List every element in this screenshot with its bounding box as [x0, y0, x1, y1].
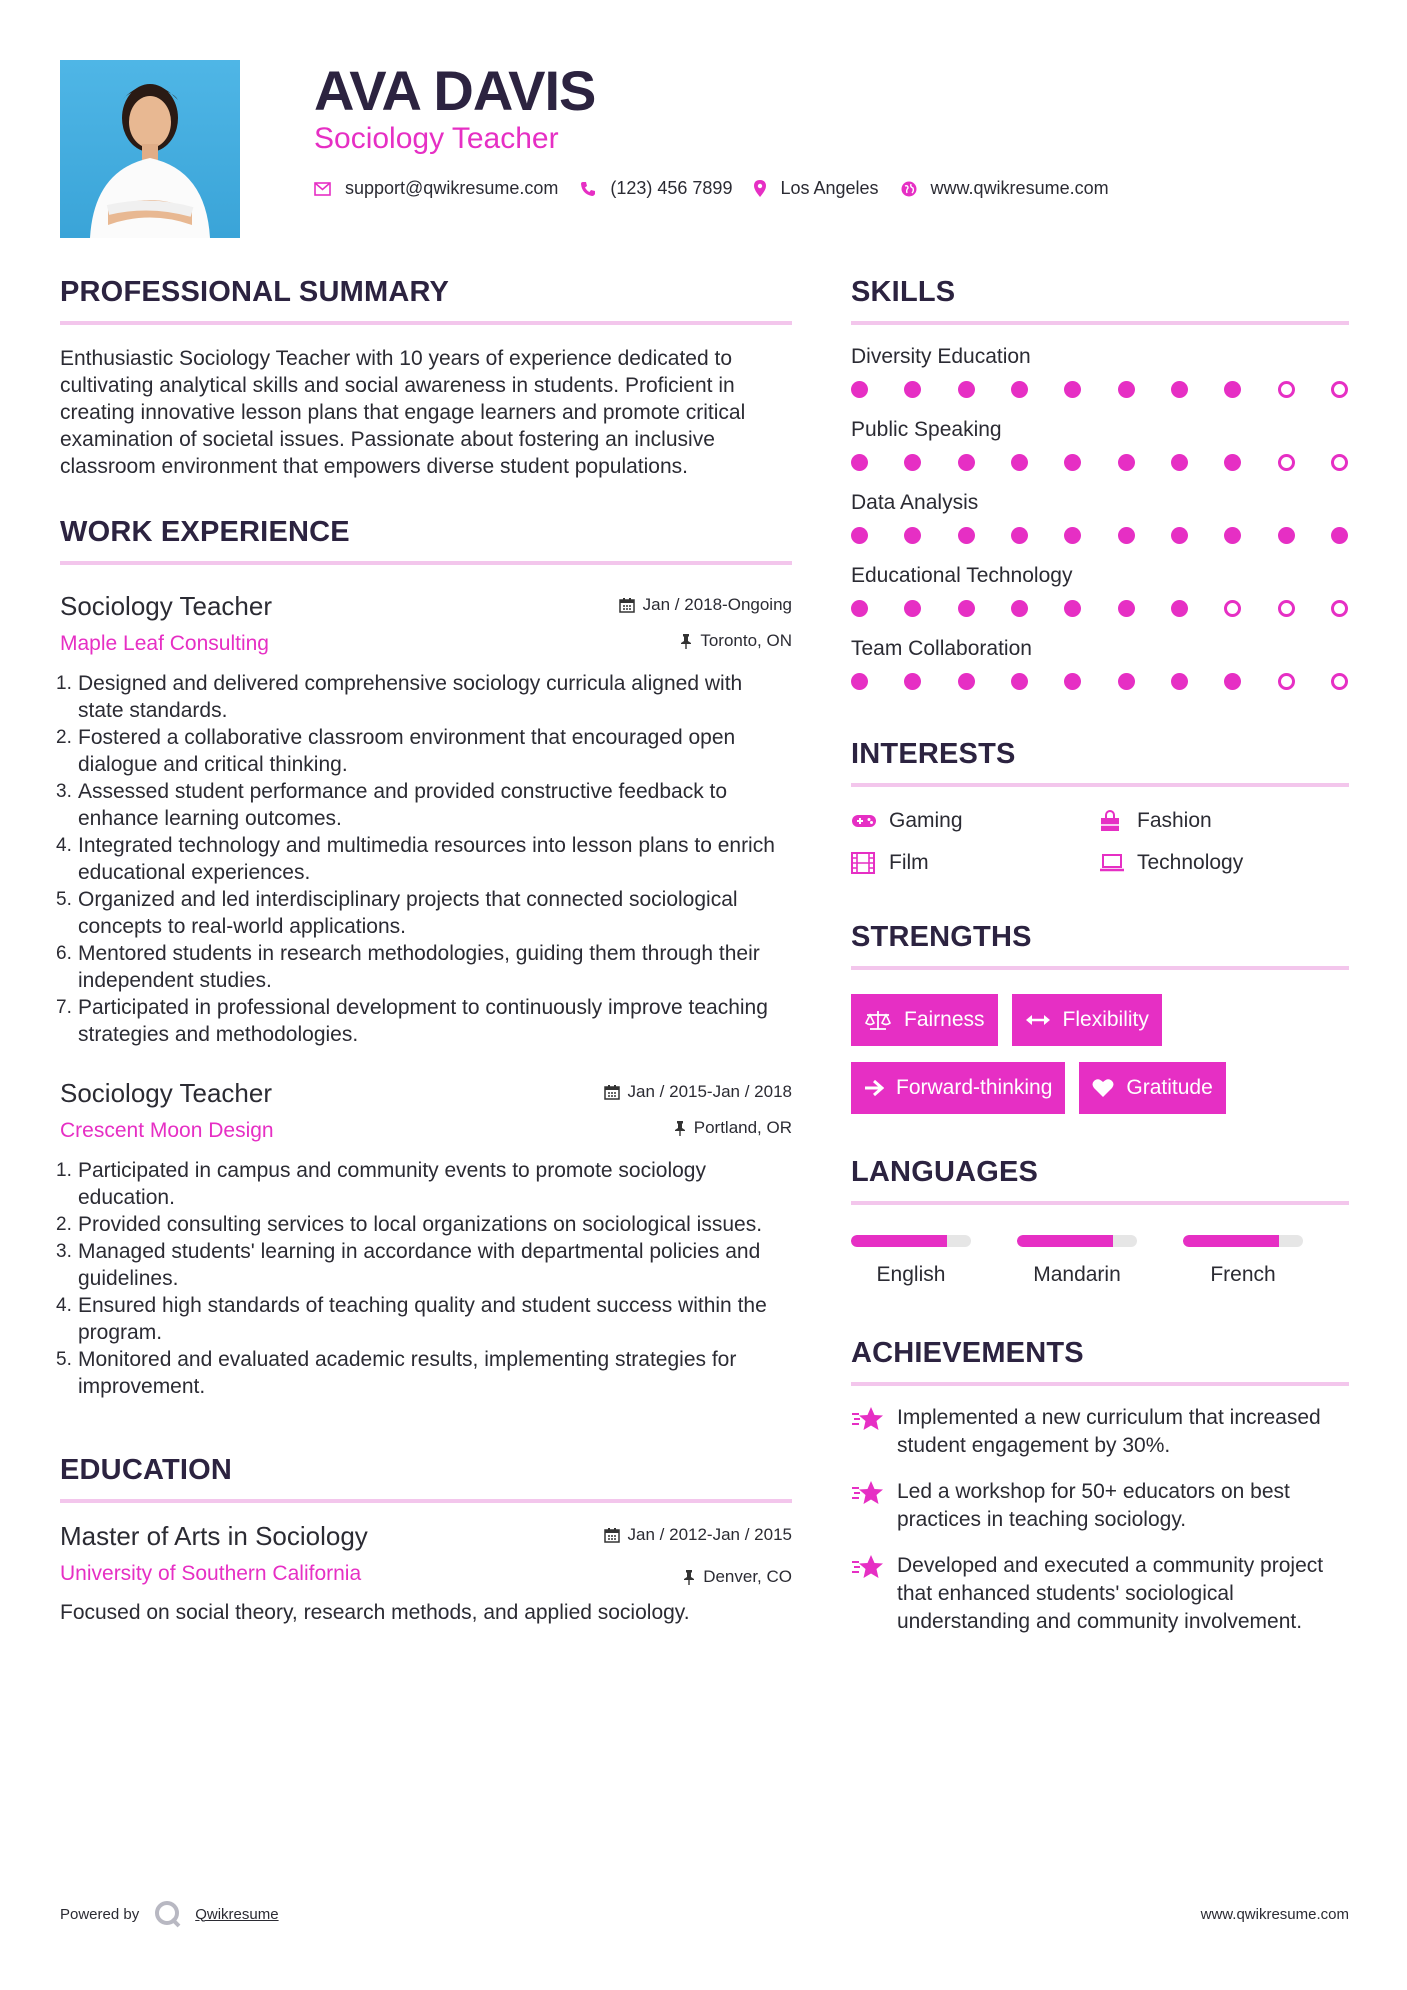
strength-tag-fairness: [851, 994, 998, 1046]
heart-icon: [1092, 1078, 1114, 1098]
job-dates: Jan / 2018-Ongoing: [642, 595, 792, 614]
rating-dot-filled: [1118, 673, 1135, 690]
rating-dot-filled: [904, 381, 921, 398]
list-item: Provided consulting services to local organizations on sociological issues.: [78, 1213, 763, 1236]
left-column: [60, 276, 792, 1625]
rating-dot-empty: [1331, 381, 1348, 398]
strength-tag-forward-thinking: [851, 1062, 1065, 1114]
rating-dot-filled: [1171, 381, 1188, 398]
phone-icon: [580, 181, 596, 197]
pin-icon: [683, 1569, 695, 1585]
rating-dot-filled: [1171, 454, 1188, 471]
school-name: University of Southern California: [60, 1562, 362, 1585]
list-item: Organized and led interdisciplinary projects that connected sociological concepts to real-world applications.: [78, 888, 738, 938]
rating-dot-filled: [958, 454, 975, 471]
interest-label: Film: [889, 851, 929, 874]
rating-dot-filled: [1118, 454, 1135, 471]
list-item: Participated in professional development to continuously improve teaching strategies and methodologies.: [78, 996, 768, 1046]
rating-dot-filled: [1224, 527, 1241, 544]
languages-section: [851, 1156, 1349, 1287]
language-name: Mandarin: [1033, 1263, 1121, 1286]
globe-icon: [901, 181, 917, 197]
section-divider: [851, 1201, 1349, 1205]
list-item: Monitored and evaluated academic results, implementing strategies for improvement.: [78, 1348, 737, 1398]
rating-dot-filled: [1171, 673, 1188, 690]
language-proficiency-bar: [1183, 1235, 1303, 1247]
rating-dot-filled: [851, 527, 868, 544]
candidate-title: Sociology Teacher: [314, 122, 559, 155]
rating-dot-filled: [851, 381, 868, 398]
strengths-heading: STRENGTHS: [851, 921, 1032, 953]
rating-dot-filled: [958, 673, 975, 690]
rating-dot-empty: [1331, 673, 1348, 690]
summary-section: [60, 276, 792, 480]
rating-dot-filled: [1224, 381, 1241, 398]
skill-item: [851, 637, 1349, 690]
skill-item: [851, 418, 1349, 471]
footer-powered-by: [60, 1900, 279, 1928]
rating-dot-filled: [1064, 600, 1081, 617]
rating-dot-filled: [851, 454, 868, 471]
rating-dot-filled: [1118, 600, 1135, 617]
skill-rating: [851, 381, 1348, 398]
strength-label: Gratitude: [1126, 1076, 1213, 1099]
pin-icon: [674, 1120, 686, 1136]
rating-dot-empty: [1331, 454, 1348, 471]
job-dates: Jan / 2015-Jan / 2018: [627, 1082, 792, 1101]
list-item: Mentored students in research methodologies, guiding them through their independent studies.: [78, 942, 760, 992]
section-divider: [60, 561, 792, 565]
language-item: [1183, 1235, 1349, 1287]
education-section: [60, 1454, 792, 1625]
calendar-icon: [604, 1084, 620, 1100]
skill-rating: [851, 600, 1348, 617]
section-divider: [851, 783, 1349, 787]
contact-website-text: www.qwikresume.com: [930, 178, 1109, 198]
section-divider: [851, 1382, 1349, 1386]
rating-dot-empty: [1278, 673, 1295, 690]
pin-icon: [680, 633, 692, 649]
rating-dot-filled: [1064, 673, 1081, 690]
summary-heading: PROFESSIONAL SUMMARY: [60, 276, 450, 308]
skill-name: Public Speaking: [851, 418, 1002, 441]
rating-dot-filled: [1011, 454, 1028, 471]
rating-dot-empty: [1278, 381, 1295, 398]
star-icon: [851, 1552, 885, 1636]
rating-dot-filled: [1064, 454, 1081, 471]
skill-name: Diversity Education: [851, 345, 1031, 368]
interest-label: Fashion: [1137, 809, 1212, 832]
skill-name: Educational Technology: [851, 564, 1073, 587]
footer-website[interactable]: www.qwikresume.com: [1200, 1906, 1349, 1923]
envelope-icon: [314, 182, 331, 196]
strength-tag-flexibility: [1012, 994, 1162, 1046]
achievement-text: Led a workshop for 50+ educators on best practices in teaching sociology.: [897, 1480, 1290, 1531]
contact-email[interactable]: [314, 178, 558, 199]
rating-dot-filled: [958, 381, 975, 398]
interest-label: Gaming: [889, 809, 963, 832]
rating-dot-filled: [851, 600, 868, 617]
skill-rating: [851, 527, 1348, 544]
list-item: Participated in campus and community events to promote sociology education.: [78, 1159, 706, 1209]
section-divider: [851, 321, 1349, 325]
education-entry: [60, 1521, 792, 1625]
language-item: [851, 1235, 1017, 1287]
strength-label: Fairness: [904, 1008, 985, 1031]
interest-item-fashion: [1099, 809, 1347, 833]
skill-rating: [851, 454, 1348, 471]
job-entry: [60, 1078, 792, 1400]
list-item: Assessed student performance and provided constructive feedback to enhance learning outcomes.: [78, 780, 728, 830]
rating-dot-filled: [1331, 527, 1348, 544]
languages-heading: LANGUAGES: [851, 1156, 1039, 1188]
rating-dot-filled: [1171, 600, 1188, 617]
job-location: Portland, OR: [693, 1118, 792, 1137]
skills-section: [851, 276, 1349, 690]
rating-dot-filled: [851, 673, 868, 690]
contact-location: [754, 178, 878, 199]
rating-dot-filled: [904, 527, 921, 544]
rating-dot-filled: [1011, 600, 1028, 617]
contact-location-text: Los Angeles: [780, 178, 879, 198]
education-description: Focused on social theory, research methods, and applied sociology.: [60, 1601, 690, 1624]
candidate-name: AVA DAVIS: [314, 59, 596, 122]
rating-dot-filled: [1224, 673, 1241, 690]
job-location: Toronto, ON: [700, 631, 792, 650]
achievements-section: [851, 1337, 1349, 1636]
list-item: Managed students' learning in accordance with departmental policies and guidelines.: [78, 1240, 761, 1290]
rating-dot-filled: [1118, 527, 1135, 544]
achievement-text: Developed and executed a community project that enhanced students' sociological understanding and community involvement.: [897, 1554, 1324, 1633]
rating-dot-filled: [904, 673, 921, 690]
interest-item-film: [851, 851, 1099, 875]
rating-dot-filled: [1064, 381, 1081, 398]
job-title: Sociology Teacher: [60, 591, 272, 621]
achievement-item: [851, 1552, 1349, 1636]
summary-text: Enthusiastic Sociology Teacher with 10 years of experience dedicated to cultivating analytical skills and social awareness in students. Proficient in creating innovative lesson plans that engage learners and promote critical examination of societal issues. Passionate about fostering an inclusive classroom environment that empowers diverse student populations.: [60, 347, 746, 478]
strength-label: Forward-thinking: [896, 1076, 1053, 1099]
rating-dot-empty: [1331, 600, 1348, 617]
education-location: Denver, CO: [703, 1567, 792, 1586]
language-proficiency-fill: [1017, 1235, 1113, 1247]
rating-dot-filled: [1011, 673, 1028, 690]
skills-heading: SKILLS: [851, 276, 956, 308]
experience-section: [60, 516, 792, 1400]
rating-dot-filled: [958, 527, 975, 544]
star-icon: [851, 1478, 885, 1534]
language-name: English: [876, 1263, 946, 1286]
job-company: Crescent Moon Design: [60, 1119, 274, 1142]
language-proficiency-bar: [851, 1235, 971, 1247]
map-pin-icon: [754, 180, 766, 197]
education-dates: Jan / 2012-Jan / 2015: [627, 1525, 792, 1544]
rating-dot-filled: [1011, 381, 1028, 398]
rating-dot-filled: [1118, 381, 1135, 398]
rating-dot-filled: [904, 600, 921, 617]
rating-dot-empty: [1278, 454, 1295, 471]
rating-dot-filled: [1064, 527, 1081, 544]
qwikresume-logo-icon: [153, 1900, 183, 1928]
job-company: Maple Leaf Consulting: [60, 632, 269, 655]
list-item: Fostered a collaborative classroom environment that encouraged open dialogue and critical thinking.: [78, 726, 736, 776]
rating-dot-filled: [1278, 527, 1295, 544]
contact-email-text: support@qwikresume.com: [345, 178, 559, 198]
interests-section: [851, 738, 1349, 875]
skill-item: [851, 345, 1349, 398]
interests-heading: INTERESTS: [851, 738, 1016, 770]
experience-heading: WORK EXPERIENCE: [60, 516, 350, 548]
section-divider: [60, 321, 792, 325]
degree-title: Master of Arts in Sociology: [60, 1521, 368, 1551]
job-entry: [60, 591, 792, 1048]
job-bullets: [60, 1157, 792, 1400]
interest-item-gaming: [851, 809, 1099, 833]
rating-dot-empty: [1278, 600, 1295, 617]
education-heading: EDUCATION: [60, 1454, 233, 1486]
rating-dot-empty: [1224, 600, 1241, 617]
film-icon: [851, 852, 877, 874]
shopping-bag-icon: [1099, 810, 1125, 832]
interest-label: Technology: [1137, 851, 1244, 874]
rating-dot-filled: [958, 600, 975, 617]
strength-tag-gratitude: [1079, 1062, 1225, 1114]
calendar-icon: [604, 1527, 620, 1543]
skill-item: [851, 491, 1349, 544]
language-name: French: [1210, 1263, 1276, 1286]
contact-website[interactable]: [901, 178, 1109, 199]
skill-rating: [851, 673, 1348, 690]
list-item: Integrated technology and multimedia resources into lesson plans to enrich educational experiences.: [78, 834, 775, 884]
gamepad-icon: [851, 813, 877, 829]
skill-name: Data Analysis: [851, 491, 979, 514]
star-icon: [851, 1404, 885, 1460]
list-item: Designed and delivered comprehensive sociology curricula aligned with state standards.: [78, 672, 743, 722]
job-title: Sociology Teacher: [60, 1078, 272, 1108]
list-item: Ensured high standards of teaching quality and student success within the program.: [78, 1294, 767, 1344]
strengths-section: [851, 921, 1349, 1130]
achievement-item: [851, 1404, 1349, 1460]
arrows-horizontal-icon: [1025, 1013, 1051, 1027]
balance-scale-icon: [864, 1010, 892, 1030]
contact-bar: [314, 178, 1131, 199]
profile-photo: [60, 60, 240, 238]
interest-item-technology: [1099, 851, 1347, 875]
achievements-heading: ACHIEVEMENTS: [851, 1337, 1084, 1369]
language-proficiency-fill: [851, 1235, 947, 1247]
skill-name: Team Collaboration: [851, 637, 1032, 660]
language-proficiency-fill: [1183, 1235, 1279, 1247]
rating-dot-filled: [1171, 527, 1188, 544]
contact-phone-text: (123) 456 7899: [610, 178, 733, 198]
job-bullets: [60, 670, 792, 1048]
skill-item: [851, 564, 1349, 617]
rating-dot-filled: [904, 454, 921, 471]
arrow-right-icon: [864, 1079, 884, 1097]
achievement-text: Implemented a new curriculum that increased student engagement by 30%.: [897, 1406, 1321, 1457]
contact-phone[interactable]: [580, 178, 732, 199]
laptop-icon: [1099, 854, 1125, 872]
rating-dot-filled: [1011, 527, 1028, 544]
section-divider: [60, 1499, 792, 1503]
language-proficiency-bar: [1017, 1235, 1137, 1247]
footer-brand-link[interactable]: Qwikresume: [195, 1905, 279, 1923]
section-divider: [851, 966, 1349, 970]
achievement-item: [851, 1478, 1349, 1534]
right-column: [851, 276, 1349, 1636]
rating-dot-filled: [1224, 454, 1241, 471]
powered-by-text: Powered by: [60, 1905, 140, 1923]
language-item: [1017, 1235, 1183, 1287]
calendar-icon: [619, 597, 635, 613]
strength-label: Flexibility: [1062, 1008, 1149, 1031]
